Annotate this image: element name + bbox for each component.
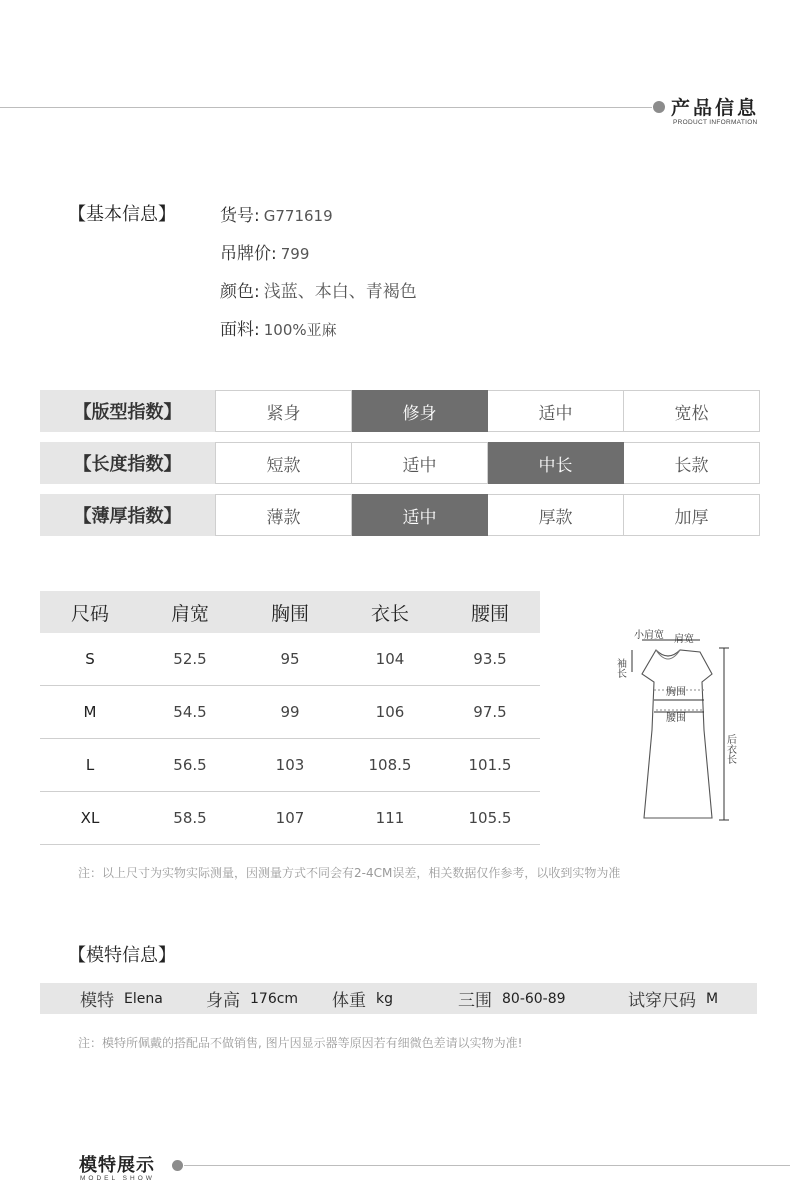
model-info-item-size	[628, 983, 718, 1014]
model-info-item-measurements	[458, 983, 566, 1014]
basic-info-row-sku	[220, 201, 333, 226]
header-divider-line	[0, 107, 652, 108]
fit-option: 紧身	[215, 390, 352, 432]
model-info-value: 80-60-89	[502, 990, 566, 1007]
length-option: 短款	[215, 442, 352, 484]
fit-option-selected: 修身	[352, 390, 488, 432]
basic-info-value: 799	[280, 245, 310, 263]
label-small-shoulder: 小肩宽	[634, 630, 664, 641]
table-row	[40, 686, 540, 739]
dress-measurement-diagram	[612, 622, 752, 830]
model-info-label: 体重	[332, 991, 366, 1011]
model-info-value: M	[706, 990, 719, 1007]
basic-info-value: G771619	[263, 207, 333, 225]
basic-info-row-color	[220, 277, 417, 302]
table-row	[40, 633, 540, 686]
label-sleeve: 袖长	[614, 658, 626, 678]
basic-info-label: 吊牌价:	[220, 244, 277, 264]
fit-index-label: 【版型指数】	[40, 390, 215, 432]
thickness-option-selected: 适中	[352, 494, 488, 536]
model-info-label: 模特	[80, 991, 114, 1011]
length-option: 长款	[624, 442, 760, 484]
model-info-value: 176cm	[250, 990, 299, 1007]
model-info-label: 三围	[458, 991, 492, 1011]
table-cell: 101.5	[468, 756, 512, 774]
size-table-header-cell: 胸围	[270, 602, 309, 625]
footer-dot-icon	[172, 1160, 183, 1171]
basic-info-row-fabric	[220, 315, 337, 340]
basic-info-row-price	[220, 239, 309, 264]
model-info-label: 身高	[206, 991, 240, 1011]
model-info-value: kg	[376, 990, 393, 1007]
table-cell: 93.5	[473, 650, 507, 668]
length-option: 适中	[352, 442, 488, 484]
table-cell: 104	[375, 650, 405, 668]
table-cell: 107	[275, 809, 305, 827]
basic-info-heading: 【基本信息】	[68, 204, 176, 225]
model-info-heading: 【模特信息】	[68, 945, 176, 966]
model-info-value: Elena	[124, 990, 163, 1007]
table-cell: 52.5	[173, 650, 207, 668]
dress-outline	[642, 650, 712, 818]
size-table-header-cell: 肩宽	[170, 602, 209, 625]
thickness-index-bar	[40, 494, 760, 536]
model-info-item-weight	[332, 983, 393, 1014]
length-option-selected: 中长	[488, 442, 624, 484]
table-cell: 105.5	[468, 809, 512, 827]
table-cell: 106	[375, 703, 405, 721]
basic-info-value: 100%亚麻	[263, 321, 337, 339]
table-cell: 108.5	[368, 756, 412, 774]
label-waist: 腰围	[666, 713, 686, 724]
size-note: 注：以上尺寸为实物实际测量，因测量方式不同会有2-4CM误差，相关数据仅作参考，以收到实物为准	[78, 866, 621, 880]
size-cell: L	[85, 756, 95, 774]
table-row	[40, 739, 540, 792]
size-table-header	[40, 591, 540, 633]
section-title-model-show: 模特展示	[79, 1155, 155, 1176]
label-back-length: 后衣长	[724, 734, 736, 764]
fit-option: 宽松	[624, 390, 760, 432]
model-info-label: 试穿尺码	[628, 991, 696, 1011]
section-title-product-info: 产品信息	[671, 97, 760, 119]
fit-index-bar	[40, 390, 760, 432]
size-table-header-cell: 衣长	[370, 602, 409, 625]
thickness-index-label: 【薄厚指数】	[40, 494, 215, 536]
table-cell: 58.5	[173, 809, 207, 827]
table-cell: 99	[280, 703, 300, 721]
table-cell: 54.5	[173, 703, 207, 721]
table-cell: 56.5	[173, 756, 207, 774]
header-dot-icon	[653, 101, 665, 113]
length-index-bar	[40, 442, 760, 484]
length-index-label: 【长度指数】	[40, 442, 215, 484]
table-cell: 97.5	[473, 703, 507, 721]
label-chest: 胸围	[666, 687, 686, 698]
size-table	[40, 591, 540, 845]
table-cell: 111	[375, 809, 405, 827]
model-info-bar	[40, 983, 757, 1014]
thickness-option: 加厚	[624, 494, 760, 536]
basic-info-label: 面料:	[220, 320, 260, 340]
model-note: 注：模特所佩戴的搭配品不做销售, 图片因显示器等原因若有细微色差请以实物为准!	[78, 1036, 523, 1050]
table-cell: 103	[275, 756, 305, 774]
fit-option: 适中	[488, 390, 624, 432]
size-cell: XL	[80, 809, 100, 827]
size-cell: S	[85, 650, 95, 668]
footer-divider-line	[184, 1165, 790, 1166]
size-cell: M	[83, 703, 97, 721]
basic-info-value: 浅蓝、本白、青褐色	[263, 282, 417, 302]
table-cell: 95	[280, 650, 300, 668]
table-row	[40, 792, 540, 845]
size-table-header-cell: 腰围	[470, 602, 509, 625]
label-shoulder: 肩宽	[674, 634, 694, 645]
thickness-option: 薄款	[215, 494, 352, 536]
section-subtitle-product-info: PRODUCT INFORMATION	[673, 119, 758, 126]
model-info-item-height	[206, 983, 298, 1014]
section-subtitle-model-show: MODEL SHOW	[80, 1175, 155, 1182]
model-info-item-name	[80, 983, 163, 1014]
thickness-option: 厚款	[488, 494, 624, 536]
basic-info-label: 颜色:	[220, 282, 260, 302]
size-table-header-cell: 尺码	[70, 602, 109, 625]
basic-info-label: 货号:	[220, 206, 260, 226]
